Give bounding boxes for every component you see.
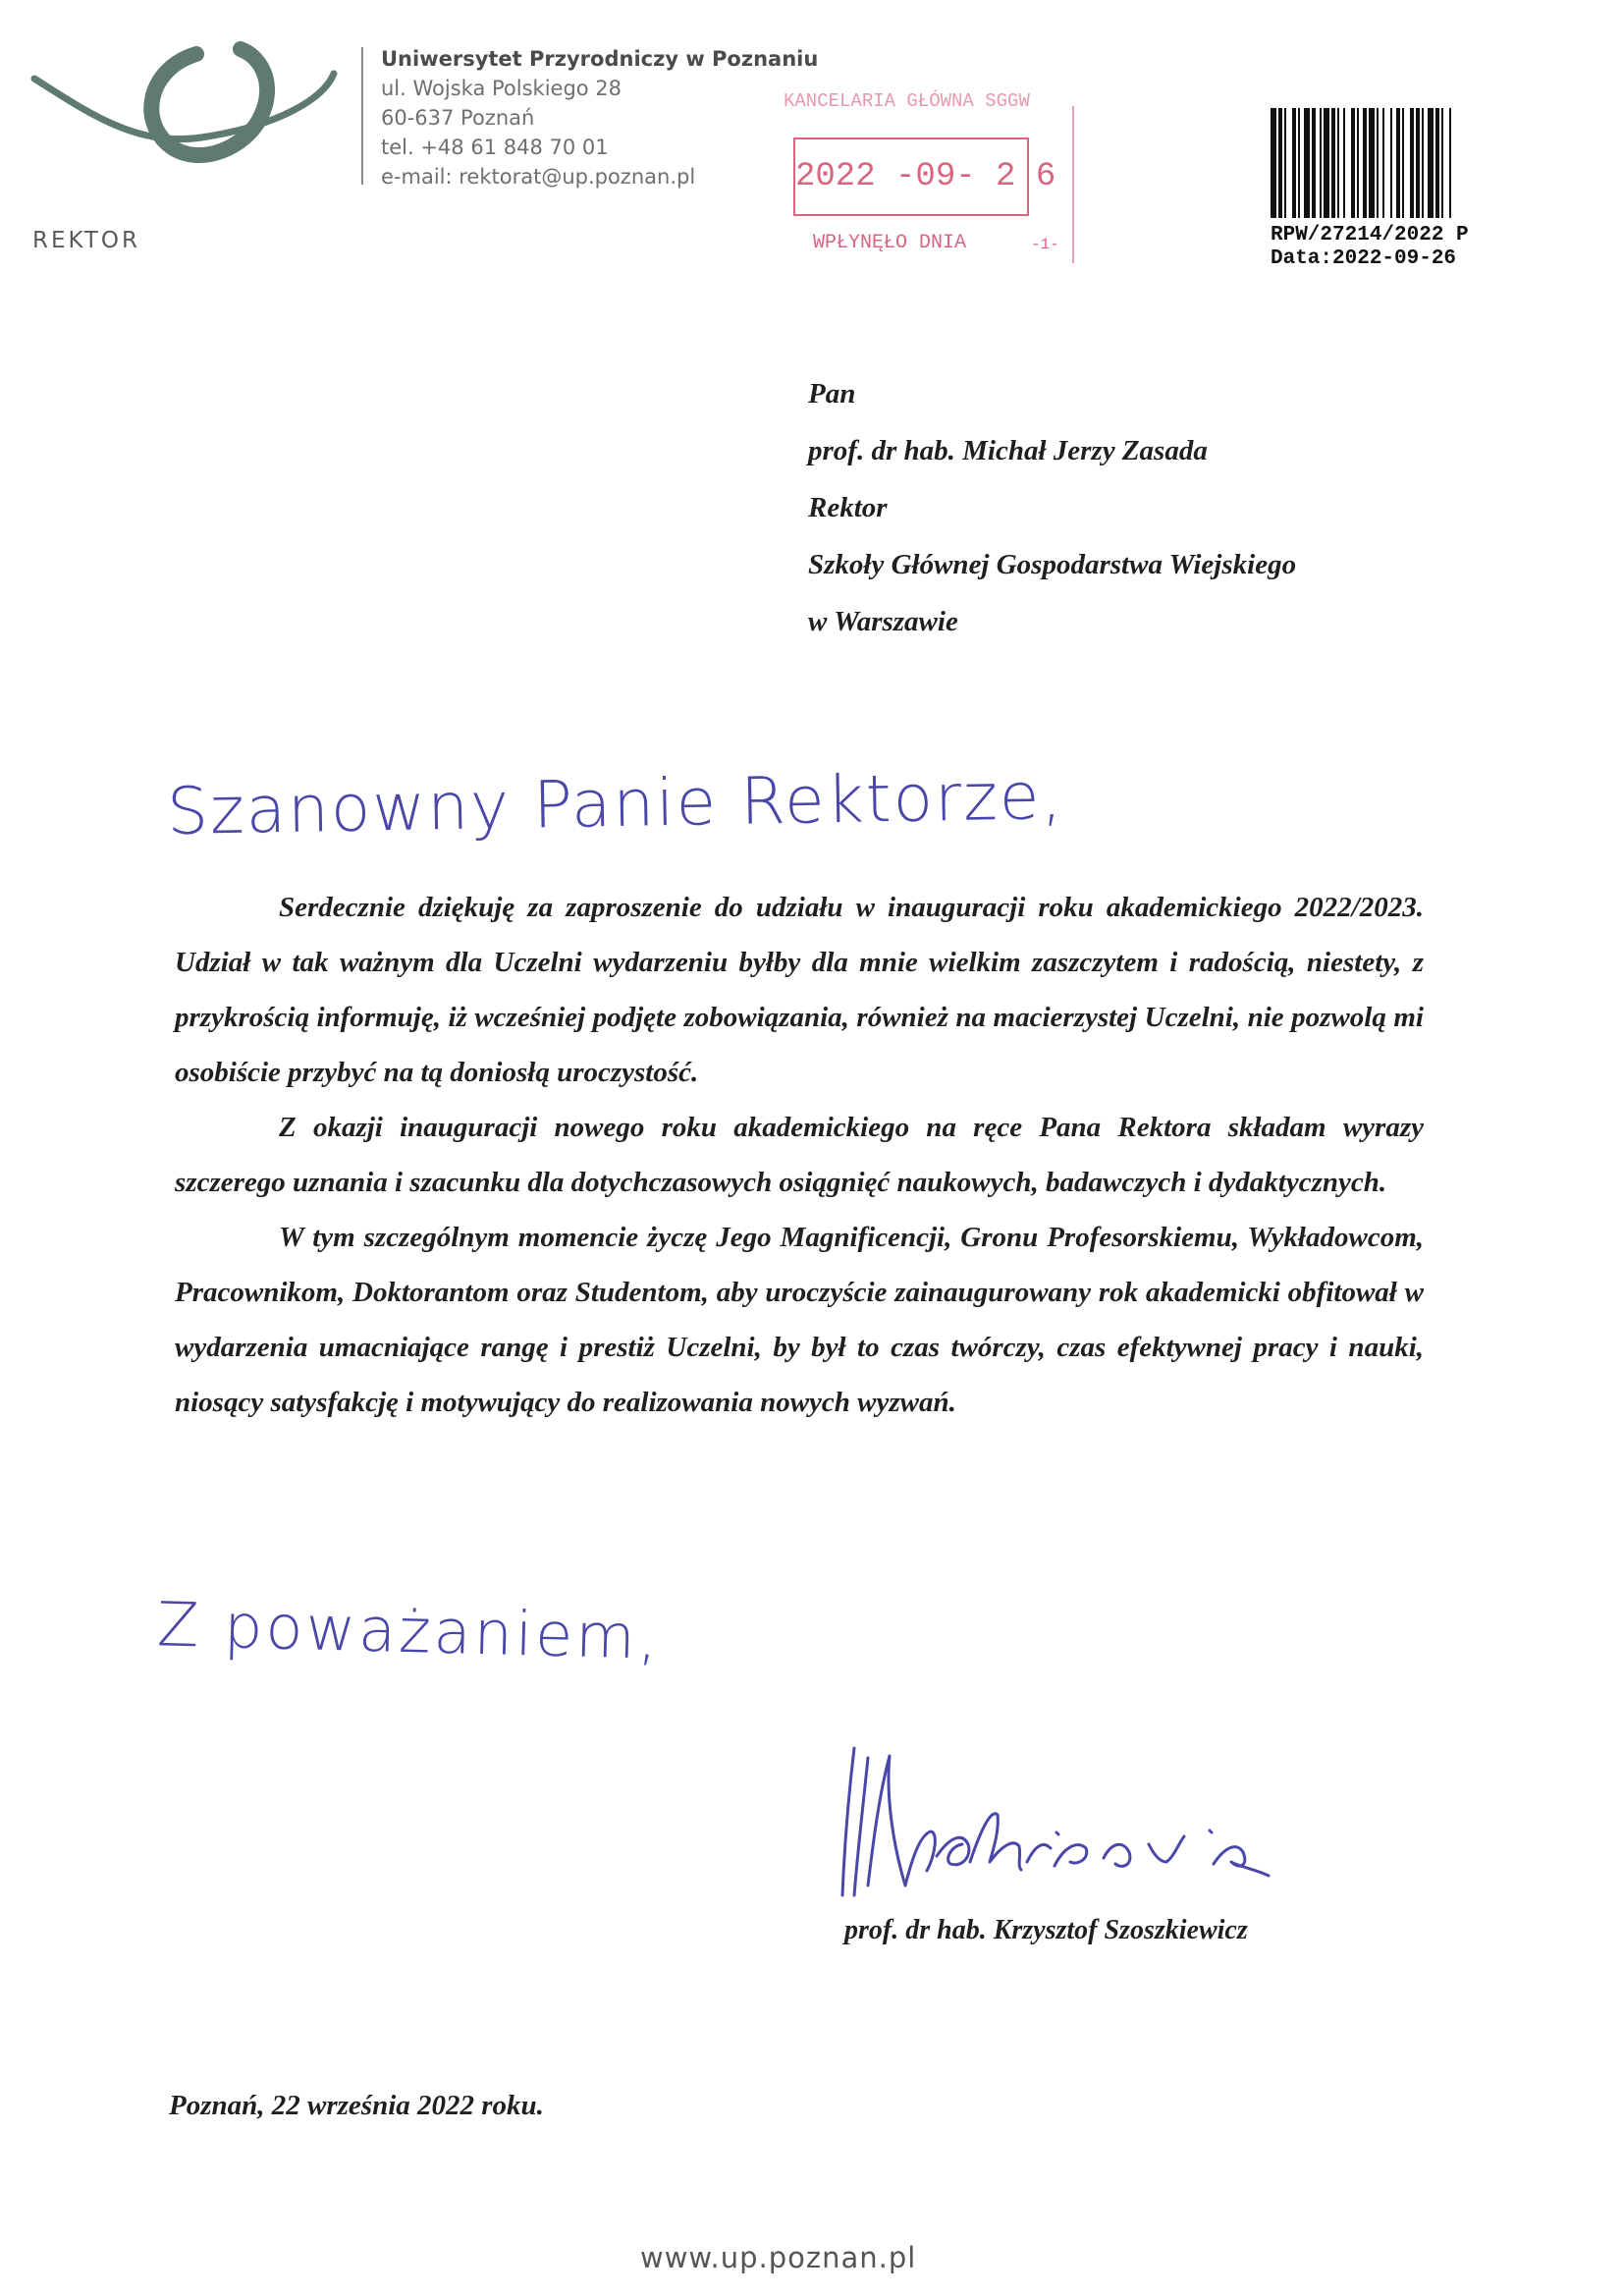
barcode-bar xyxy=(1351,108,1355,218)
signatory-name: prof. dr hab. Krzysztof Szoszkiewicz xyxy=(844,1915,1248,1945)
incoming-stamp xyxy=(764,86,1080,263)
barcode-bar xyxy=(1331,108,1335,218)
barcode-bar xyxy=(1410,108,1414,218)
addressee-position: Rektor xyxy=(808,492,888,523)
barcode-bar xyxy=(1369,108,1375,218)
barcode-bar xyxy=(1343,108,1345,218)
stamp-suffix: -1- xyxy=(1031,236,1059,253)
barcode-bar xyxy=(1402,108,1404,218)
university-address-block xyxy=(381,44,818,191)
addressee-name: prof. dr hab. Michał Jerzy Zasada xyxy=(808,435,1208,466)
barcode-bar xyxy=(1284,108,1286,218)
addressee-city: w Warszawie xyxy=(808,606,958,637)
barcode-bar xyxy=(1441,108,1443,218)
barcode-bar xyxy=(1271,108,1276,218)
body-paragraph: Z okazji inauguracji nowego roku akademickiego na ręce Pana Rektora składam wyrazy szczerego uznania i szacunku dla dotychczasowych osiągnięć naukowych, badawczych i dydaktycznych. xyxy=(175,1112,1424,1198)
body-paragraph: W tym szczególnym momencie życzę Jego Magnificencji, Gronu Profesorskiemu, Wykładowcom, Pracownikom, Doktorantom oraz Studentom, aby uroczyście zainaugurowany rok akademicki obfitował w wydarzenia umacniające rangę i prestiż Uczelni, by był to czas twórczy, czas efektywnej pracy i nauki, niosący satysfakcję i motywujący do realizowania nowych wyzwań. xyxy=(175,1222,1424,1418)
addressee-institution: Szkoły Głównej Gospodarstwa Wiejskiego xyxy=(808,549,1297,580)
address-phone: tel. +48 61 848 70 01 xyxy=(381,136,609,159)
barcode-bar xyxy=(1428,108,1434,218)
university-logo xyxy=(29,39,344,196)
stamp-date: 2022 -09- 2 6 xyxy=(795,158,1056,195)
footer-website: www.up.poznan.pl xyxy=(640,2241,917,2274)
barcode-bar xyxy=(1357,108,1359,218)
barcode-bar xyxy=(1304,108,1310,218)
barcode-bar xyxy=(1337,108,1339,218)
university-name: Uniwersytet Przyrodniczy w Poznaniu xyxy=(381,47,819,71)
barcode-ref: RPW/27214/2022 P xyxy=(1271,224,1469,246)
address-postal: 60-637 Poznań xyxy=(381,106,535,130)
barcode xyxy=(1271,108,1496,222)
letter-body xyxy=(175,880,1424,1430)
barcode-bar xyxy=(1422,108,1424,218)
address-email: e-mail: rektorat@up.poznan.pl xyxy=(381,165,696,189)
place-and-date: Poznań, 22 września 2022 roku. xyxy=(169,2090,544,2121)
barcode-bar xyxy=(1390,108,1392,218)
stamp-top-text: KANCELARIA GŁÓWNA SGGW xyxy=(784,90,1030,112)
addressee-title: Pan xyxy=(808,378,856,410)
stamp-bottom-text: WPŁYNĘŁO DNIA xyxy=(813,232,967,254)
barcode-bar xyxy=(1363,108,1367,218)
barcode-date: Data:2022-09-26 xyxy=(1271,247,1457,270)
handwritten-closing: Z poważaniem, xyxy=(156,1588,662,1673)
addressee-block xyxy=(808,365,1296,650)
handwritten-signature xyxy=(825,1738,1286,1915)
barcode-bar xyxy=(1278,108,1282,218)
header-divider xyxy=(361,47,363,185)
address-street: ul. Wojska Polskiego 28 xyxy=(381,77,622,100)
barcode-bar xyxy=(1382,108,1384,218)
barcode-bar xyxy=(1396,108,1400,218)
barcode-bar xyxy=(1416,108,1420,218)
handwritten-salutation: Szanowny Panie Rektorze, xyxy=(166,758,1065,849)
barcode-bar xyxy=(1312,108,1316,218)
barcode-bar xyxy=(1435,108,1439,218)
office-label: REKTOR xyxy=(32,228,140,253)
barcode-bar xyxy=(1320,108,1322,218)
barcode-bar xyxy=(1449,108,1451,218)
barcode-bar xyxy=(1324,108,1329,218)
barcode-bar xyxy=(1298,108,1300,218)
barcode-bar xyxy=(1377,108,1379,218)
barcode-bar xyxy=(1292,108,1296,218)
body-paragraph: Serdecznie dziękuję za zaproszenie do udziału w inauguracji roku akademickiego 2022/2023. Udział w tak ważnym dla Uczelni wydarzeniu byłby dla mnie wielkim zaszczytem i radością, niestety, z przykrością informuję, iż wcześniej podjęte zobowiązania, również na macierzystej Uczelni, nie pozwolą mi osobiście przybyć na tą doniosłą uroczystość. xyxy=(175,892,1424,1088)
stamp-date-box xyxy=(793,137,1056,216)
stamp-right-edge xyxy=(1072,106,1074,263)
